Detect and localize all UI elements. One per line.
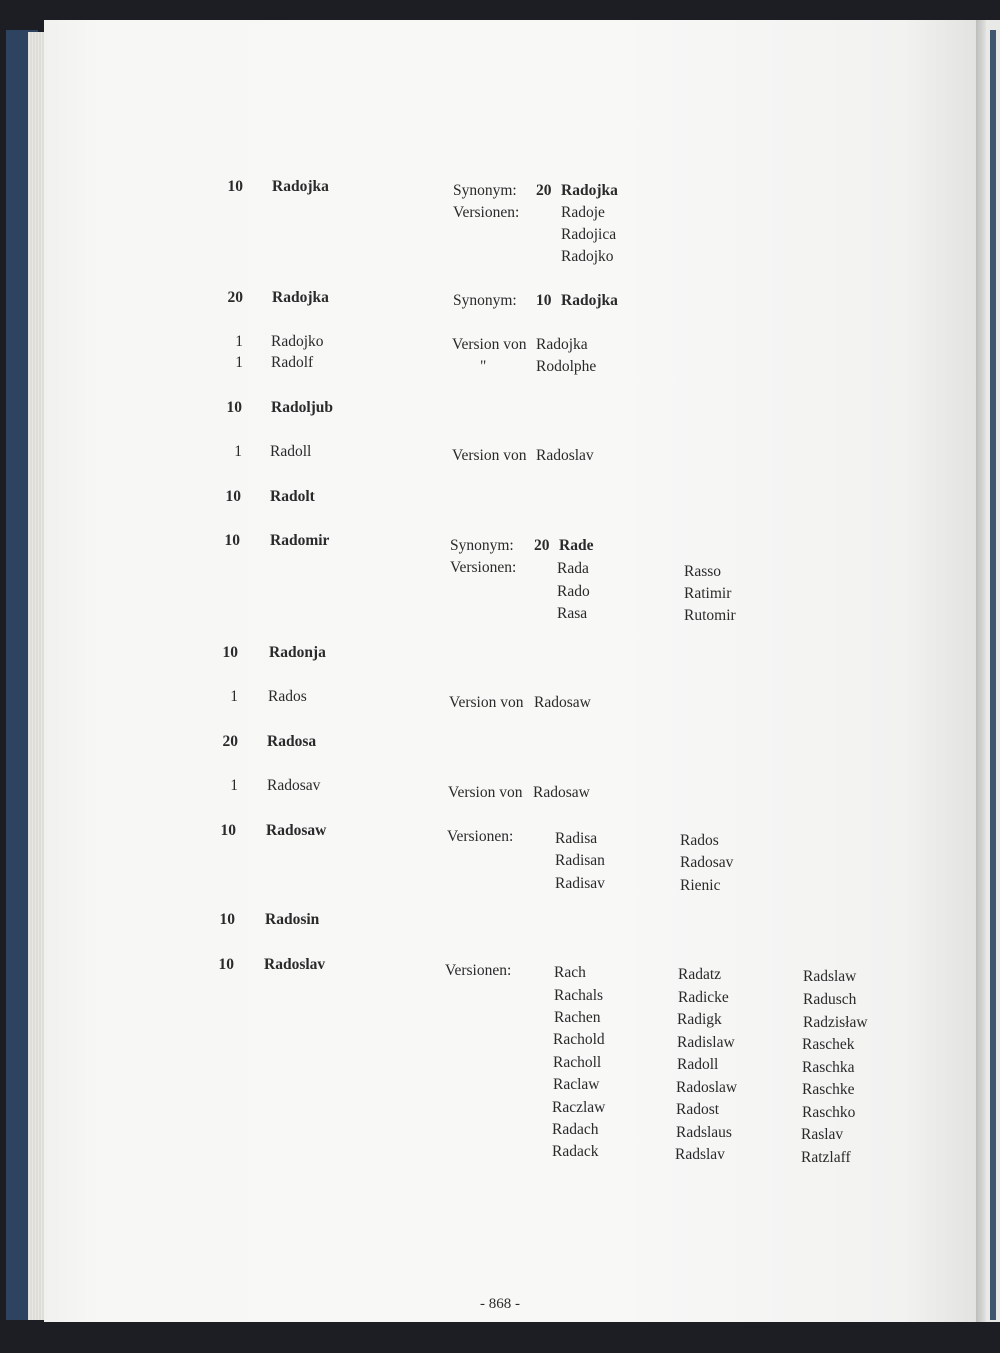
version-item: Radatz xyxy=(678,966,722,983)
entry-name: Radosa xyxy=(267,733,317,750)
version-item: Rasa xyxy=(557,605,588,622)
entry-name: Radolt xyxy=(270,488,315,505)
entry-name: Radomir xyxy=(270,532,330,549)
version-item: Radoll xyxy=(677,1056,719,1073)
entry-count: 10 xyxy=(224,532,240,549)
version-item: Ratzlaff xyxy=(801,1149,851,1166)
entry-count: 10 xyxy=(226,399,242,416)
synonym-label: Synonym: xyxy=(453,292,517,309)
entry-name: Radoljub xyxy=(271,399,334,416)
entry-count: 1 xyxy=(235,333,243,350)
version-item: Raschek xyxy=(802,1036,855,1053)
version-item: Radslaw xyxy=(803,968,857,985)
versionen-label: Versionen: xyxy=(453,204,520,221)
entry-name: Radosav xyxy=(267,777,321,794)
version-item: Radisav xyxy=(555,875,605,892)
synonym-label: Synonym: xyxy=(453,182,517,199)
version-item: Radach xyxy=(552,1121,599,1138)
version-ref: Radojka xyxy=(536,336,588,353)
version-von-label: Version von xyxy=(452,336,527,353)
entry-count: 1 xyxy=(235,354,243,371)
entry-count: 10 xyxy=(227,178,243,195)
version-item: Radslaus xyxy=(676,1124,732,1141)
version-ref: Radosaw xyxy=(533,784,590,801)
version-item: Radslav xyxy=(675,1146,725,1163)
version-von-label: Version von xyxy=(448,784,523,801)
version-item: Rutomir xyxy=(684,607,736,624)
entry-count: 20 xyxy=(222,733,238,750)
entry-name: Radolf xyxy=(271,354,314,371)
entry-count: 10 xyxy=(218,956,234,973)
version-item: Raschka xyxy=(802,1059,855,1076)
version-item: Radojica xyxy=(561,226,617,243)
entry-count: 10 xyxy=(222,644,238,661)
version-ref: Radosaw xyxy=(534,694,591,711)
synonym-name: Radojka xyxy=(561,292,618,309)
entry-name: Rados xyxy=(268,688,307,705)
entry-count: 20 xyxy=(227,289,243,306)
version-item: Rada xyxy=(557,560,589,577)
version-item: Raschke xyxy=(802,1081,855,1098)
version-item: Rados xyxy=(680,832,719,849)
entry-name: Radojka xyxy=(272,178,329,195)
entry-name: Radojko xyxy=(271,333,324,350)
version-item: Rach xyxy=(554,964,586,981)
version-item: Radusch xyxy=(803,991,857,1008)
version-item: Radojko xyxy=(561,248,614,265)
version-item: Rado xyxy=(557,583,590,600)
version-item: Radoje xyxy=(561,204,605,221)
synonym-label: Synonym: xyxy=(450,537,514,554)
version-item: Raslav xyxy=(801,1126,844,1143)
version-item: Raczlaw xyxy=(552,1099,606,1116)
synonym-count: 20 xyxy=(534,537,550,554)
entry-name: Radosaw xyxy=(266,822,327,839)
entry-name: Radosin xyxy=(265,911,320,928)
version-item: Radisa xyxy=(555,830,598,847)
versionen-label: Versionen: xyxy=(447,828,514,845)
version-ref: Radoslav xyxy=(536,447,594,464)
synonym-name: Radojka xyxy=(561,182,618,199)
version-von-label: Version von xyxy=(449,694,524,711)
version-ref: Rodolphe xyxy=(536,358,597,375)
version-item: Radosav xyxy=(680,854,734,871)
entry-name: Radojka xyxy=(272,289,329,306)
version-item: Raclaw xyxy=(553,1076,600,1093)
synonym-count: 20 xyxy=(536,182,552,199)
version-item: Rienic xyxy=(680,877,721,894)
version-item: Rachals xyxy=(554,987,604,1004)
version-item: Radoslaw xyxy=(676,1079,738,1096)
version-item: Racholl xyxy=(553,1054,602,1071)
version-item: Ratimir xyxy=(684,585,732,602)
version-von-label: Version von xyxy=(452,447,527,464)
entry-name: Radonja xyxy=(269,644,326,661)
synonym-count: 10 xyxy=(536,292,552,309)
version-item: Radicke xyxy=(678,989,729,1006)
version-item: Radost xyxy=(676,1101,720,1118)
entry-count: 10 xyxy=(225,488,241,505)
synonym-name: Rade xyxy=(559,537,594,554)
version-item: Radisan xyxy=(555,852,605,869)
version-item: Raschko xyxy=(802,1104,856,1121)
right-cover-edge xyxy=(990,30,996,1320)
entry-count: 1 xyxy=(234,443,242,460)
versionen-label: Versionen: xyxy=(450,559,517,576)
entry-count: 1 xyxy=(230,688,238,705)
ditto-mark: " xyxy=(480,358,487,375)
version-item: Radzisław xyxy=(803,1014,868,1031)
page-number: - 868 - xyxy=(480,1296,520,1312)
version-item: Radislaw xyxy=(677,1034,735,1051)
entry-count: 1 xyxy=(230,777,238,794)
version-item: Rachold xyxy=(553,1031,605,1048)
version-item: Radack xyxy=(552,1143,599,1160)
entry-count: 10 xyxy=(220,822,236,839)
versionen-label: Versionen: xyxy=(445,962,512,979)
version-item: Rachen xyxy=(554,1009,601,1026)
entry-name: Radoslav xyxy=(264,956,326,973)
entry-count: 10 xyxy=(219,911,235,928)
version-item: Rasso xyxy=(684,563,722,580)
version-item: Radigk xyxy=(677,1011,722,1028)
entry-name: Radoll xyxy=(270,443,312,460)
